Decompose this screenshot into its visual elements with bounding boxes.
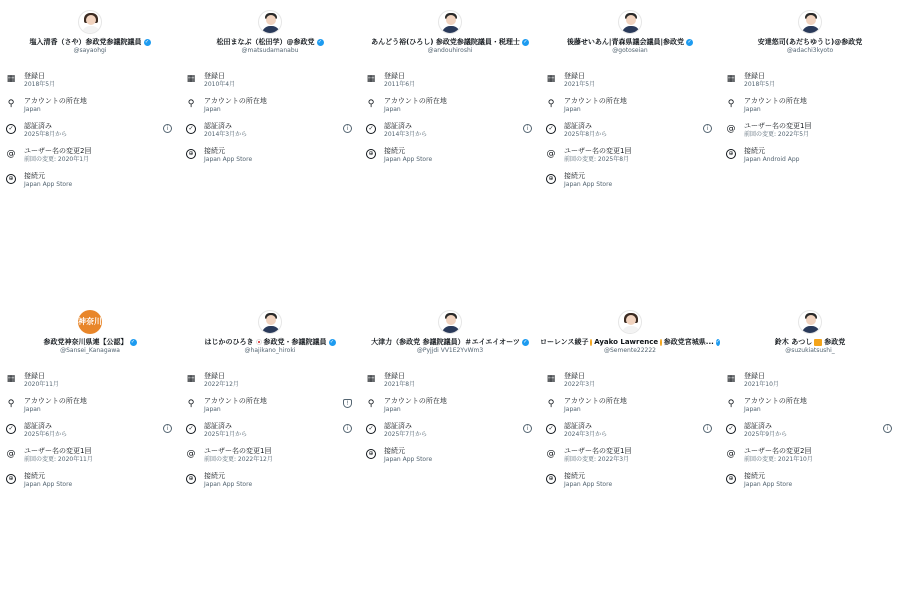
about-list [540, 71, 720, 196]
avatar[interactable] [438, 310, 462, 334]
verified-badge-icon: ✓ [317, 38, 323, 45]
connected-via-item: ⊕ 接続元 Japan App Store [0, 471, 180, 496]
handle[interactable]: @Pyjjdi VV1E2YvWm3 [416, 347, 484, 354]
verified-badge-icon: ✓ [130, 338, 136, 345]
verified-item: ✓ 認証済み 2014年3月から i [180, 121, 360, 146]
connected-via-item: ⊕ 接続元 Japan App Store [180, 471, 360, 496]
calendar-icon: ▦ [726, 374, 736, 384]
display-name[interactable]: はじかのひろき 参政党・参議院議員 ✓ [204, 338, 335, 346]
info-icon[interactable]: i [343, 424, 352, 433]
display-name[interactable]: ローレンス綾子 Ayako Lawrence 参政党宮城県... ✓ [540, 338, 720, 346]
location-item: ⚲ アカウントの所在地 Japan [547, 397, 627, 413]
shield-icon[interactable]: ! [343, 399, 352, 408]
info-icon[interactable]: i [163, 424, 172, 433]
verified-item: ✓ 認証済み 2025年1月から i [180, 421, 360, 446]
verified-check-icon: ✓ [726, 424, 736, 434]
info-icon[interactable]: i [343, 124, 352, 133]
profile-header [540, 310, 720, 360]
profile-card [540, 8, 720, 198]
username-changes-item: @ ユーザー名の変更1回 前回の変更: 2025年8月 [546, 147, 632, 163]
profile-header [180, 310, 360, 360]
location-pin-icon: ⚲ [727, 399, 735, 409]
joined-item: ▦ 登録日 2022年12月 [186, 372, 239, 388]
display-name[interactable]: 参政党神奈川県連【公認】 ✓ [43, 338, 136, 346]
location-pin-icon: ⚲ [187, 99, 195, 109]
connected-via-item: ⊕ 接続元 Japan App Store [180, 146, 360, 171]
connected-via-item: ⊕ 接続元 Japan Android App [720, 146, 900, 171]
avatar[interactable] [78, 10, 102, 34]
location-item: ⚲ アカウントの所在地 Japan [187, 97, 267, 113]
profile-card [180, 308, 360, 498]
avatar[interactable] [258, 310, 282, 334]
profile-header [0, 10, 180, 60]
location-pin-icon: ⚲ [727, 99, 735, 109]
profile-card [0, 308, 180, 498]
about-list [180, 71, 360, 171]
profile-card [720, 8, 900, 198]
at-sign-icon: @ [546, 149, 556, 159]
location-pin-icon: ⚲ [547, 99, 555, 109]
profile-header [720, 310, 900, 360]
profile-card [360, 8, 540, 198]
profile-header [360, 10, 540, 60]
username-changes-item: @ ユーザー名の変更1回 前回の変更: 2022年12月 [186, 447, 273, 463]
verified-check-icon: ✓ [186, 124, 196, 134]
profile-card [360, 308, 540, 498]
joined-item: ▦ 登録日 2021年8月 [366, 372, 416, 388]
verified-item: ✓ 認証済み 2025年6月から i [0, 421, 180, 446]
about-list [720, 371, 900, 496]
globe-icon: ⊕ [726, 149, 736, 159]
profile-card [540, 308, 720, 498]
verified-badge-icon: ✓ [523, 338, 528, 345]
location-pin-icon: ⚲ [367, 399, 375, 409]
profile-row-1 [0, 8, 900, 198]
joined-item: ▦ 登録日 2020年11月 [6, 372, 59, 388]
avatar[interactable] [78, 310, 102, 334]
calendar-icon: ▦ [546, 74, 556, 84]
connected-via-item: ⊕ 接続元 Japan App Store [360, 146, 540, 171]
globe-icon: ⊕ [726, 474, 736, 484]
profile-row-2 [0, 308, 900, 498]
verified-badge-icon: ✓ [523, 38, 528, 45]
orange-square-icon [814, 339, 822, 346]
info-icon[interactable]: i [703, 424, 712, 433]
about-list [720, 71, 900, 171]
handle[interactable]: @matsudamanabu [241, 47, 299, 54]
connected-via-item: ⊕ 接続元 Japan App Store [720, 471, 900, 496]
party-logo: 神奈川 [78, 317, 102, 326]
at-sign-icon: @ [186, 449, 196, 459]
location-pin-icon: ⚲ [7, 399, 15, 409]
profile-header [180, 10, 360, 60]
handle[interactable]: @Sansei_Kanagawa [60, 347, 120, 354]
calendar-icon: ▦ [6, 374, 16, 384]
avatar[interactable] [438, 10, 462, 34]
display-name[interactable]: あんどう裕(ひろし) 参政党参議院議員・税理士 ✓ [371, 38, 528, 46]
display-name[interactable]: 大津力（参政党 参議院議員）＃エイエイオーツ ✓ [371, 338, 528, 346]
profile-header [0, 310, 180, 360]
username-changes-item: @ ユーザー名の変更2回 前回の変更: 2021年10月 [726, 447, 813, 463]
display-name[interactable]: 塩入清香（さや）参政党参議院議員 ✓ [29, 38, 150, 46]
verified-check-icon: ✓ [6, 424, 16, 434]
username-changes-item: @ ユーザー名の変更1回 前回の変更: 2022年3月 [546, 447, 632, 463]
location-item: ⚲ アカウントの所在地 Japan ! [180, 396, 360, 421]
profile-header [540, 10, 720, 60]
handle[interactable]: @hajikano_hiroki [244, 347, 296, 354]
profile-card [180, 8, 360, 198]
location-pin-icon: ⚲ [547, 399, 555, 409]
globe-icon: ⊕ [186, 474, 196, 484]
calendar-icon: ▦ [186, 374, 196, 384]
verified-check-icon: ✓ [546, 124, 556, 134]
about-list [360, 371, 540, 471]
display-name[interactable]: 鈴木 あつし 参政党 [774, 338, 846, 346]
joined-item: ▦ 登録日 2021年5月 [546, 72, 596, 88]
display-name[interactable]: 松田まなぶ（松田学）@参政党 ✓ [216, 38, 323, 46]
handle[interactable]: @gotoseian [612, 47, 648, 54]
verified-item: ✓ 認証済み 2025年8月から i [540, 121, 720, 146]
handle[interactable]: @sayaohgi [73, 47, 107, 54]
globe-icon: ⊕ [186, 149, 196, 159]
calendar-icon: ▦ [366, 74, 376, 84]
verified-badge-icon: ✓ [687, 38, 692, 45]
connected-via-item: ⊕ 接続元 Japan App Store [540, 471, 720, 496]
at-sign-icon: @ [6, 149, 16, 159]
avatar[interactable] [618, 310, 642, 334]
profile-card [720, 308, 900, 498]
avatar[interactable] [798, 310, 822, 334]
orange-circle-icon [660, 339, 662, 346]
info-icon[interactable]: i [703, 124, 712, 133]
avatar[interactable] [618, 10, 642, 34]
calendar-icon: ▦ [6, 74, 16, 84]
location-pin-icon: ⚲ [367, 99, 375, 109]
info-icon[interactable]: i [883, 424, 892, 433]
avatar[interactable] [798, 10, 822, 34]
handle[interactable]: @andouhiroshi [427, 47, 473, 54]
verified-check-icon: ✓ [546, 424, 556, 434]
avatar[interactable] [258, 10, 282, 34]
verified-check-icon: ✓ [6, 124, 16, 134]
about-list [540, 371, 720, 496]
location-pin-icon: ⚲ [7, 99, 15, 109]
at-sign-icon: @ [726, 124, 736, 134]
handle[interactable]: @Semente22222 [604, 347, 656, 354]
globe-icon: ⊕ [6, 174, 16, 184]
display-name[interactable]: 後藤せいあん|青森県議会議員|参政党 ✓ [566, 38, 692, 46]
verified-check-icon: ✓ [366, 124, 376, 134]
japan-flag-icon [256, 339, 262, 345]
globe-icon: ⊕ [546, 174, 556, 184]
profile-card [0, 8, 180, 198]
verified-badge-icon: ✓ [329, 338, 335, 345]
joined-item: ▦ 登録日 2018年5月 [726, 72, 776, 88]
connected-via-item: ⊕ 接続元 Japan App Store [540, 171, 720, 196]
info-icon[interactable]: i [523, 424, 532, 433]
calendar-icon: ▦ [726, 74, 736, 84]
globe-icon: ⊕ [366, 449, 376, 459]
display-name[interactable]: 安達悠司(あだちゆうじ)@参政党 [757, 38, 863, 46]
globe-icon: ⊕ [6, 474, 16, 484]
at-sign-icon: @ [546, 449, 556, 459]
verified-badge-icon: ✓ [144, 38, 150, 45]
about-list [360, 71, 540, 171]
verified-check-icon: ✓ [366, 424, 376, 434]
globe-icon: ⊕ [366, 149, 376, 159]
joined-item: ▦ 登録日 2010年4月 [186, 72, 236, 88]
at-sign-icon: @ [6, 449, 16, 459]
location-item: ⚲ アカウントの所在地 Japan [727, 397, 807, 413]
handle[interactable]: @suzukiatsushi_ [785, 347, 835, 354]
at-sign-icon: @ [726, 449, 736, 459]
info-icon[interactable]: i [523, 124, 532, 133]
verified-item: ✓ 認証済み 2025年9月から i [720, 421, 900, 446]
verified-item: ✓ 認証済み 2024年3月から i [540, 421, 720, 446]
username-changes-item: @ ユーザー名の変更1回 前回の変更: 2022年5月 [726, 122, 812, 138]
location-item: ⚲ アカウントの所在地 Japan [7, 397, 87, 413]
orange-circle-icon [590, 339, 592, 346]
verified-check-icon: ✓ [186, 424, 196, 434]
calendar-icon: ▦ [366, 374, 376, 384]
joined-item: ▦ 登録日 2022年3月 [546, 372, 596, 388]
username-changes-item: @ ユーザー名の変更1回 前回の変更: 2020年11月 [6, 447, 93, 463]
connected-via-item: ⊕ 接続元 Japan App Store [360, 446, 540, 471]
about-list [0, 371, 180, 496]
profile-header [720, 10, 900, 60]
verified-item: ✓ 認証済み 2014年3月から i [360, 121, 540, 146]
about-list [0, 71, 180, 196]
username-changes-item: @ ユーザー名の変更2回 前回の変更: 2020年1月 [6, 147, 92, 163]
profile-header [360, 310, 540, 360]
joined-item: ▦ 登録日 2011年6月 [366, 72, 416, 88]
calendar-icon: ▦ [546, 374, 556, 384]
location-item: ⚲ アカウントの所在地 Japan [727, 97, 807, 113]
verified-item: ✓ 認証済み 2025年7月から i [360, 421, 540, 446]
connected-via-item: ⊕ 接続元 Japan App Store [0, 171, 180, 196]
verified-item: ✓ 認証済み 2025年8月から i [0, 121, 180, 146]
globe-icon: ⊕ [546, 474, 556, 484]
location-item: ⚲ アカウントの所在地 Japan [367, 397, 447, 413]
info-icon[interactable]: i [163, 124, 172, 133]
location-item: ⚲ アカウントの所在地 Japan [547, 97, 627, 113]
location-item: ⚲ アカウントの所在地 Japan [367, 97, 447, 113]
joined-item: ▦ 登録日 2021年10月 [726, 372, 779, 388]
calendar-icon: ▦ [186, 74, 196, 84]
joined-item: ▦ 登録日 2018年5月 [6, 72, 56, 88]
about-list [180, 371, 360, 496]
handle[interactable]: @adachi3kyoto [786, 47, 834, 54]
location-pin-icon: ⚲ [187, 399, 195, 409]
location-item: ⚲ アカウントの所在地 Japan [7, 97, 87, 113]
verified-badge-icon: ✓ [715, 338, 720, 345]
